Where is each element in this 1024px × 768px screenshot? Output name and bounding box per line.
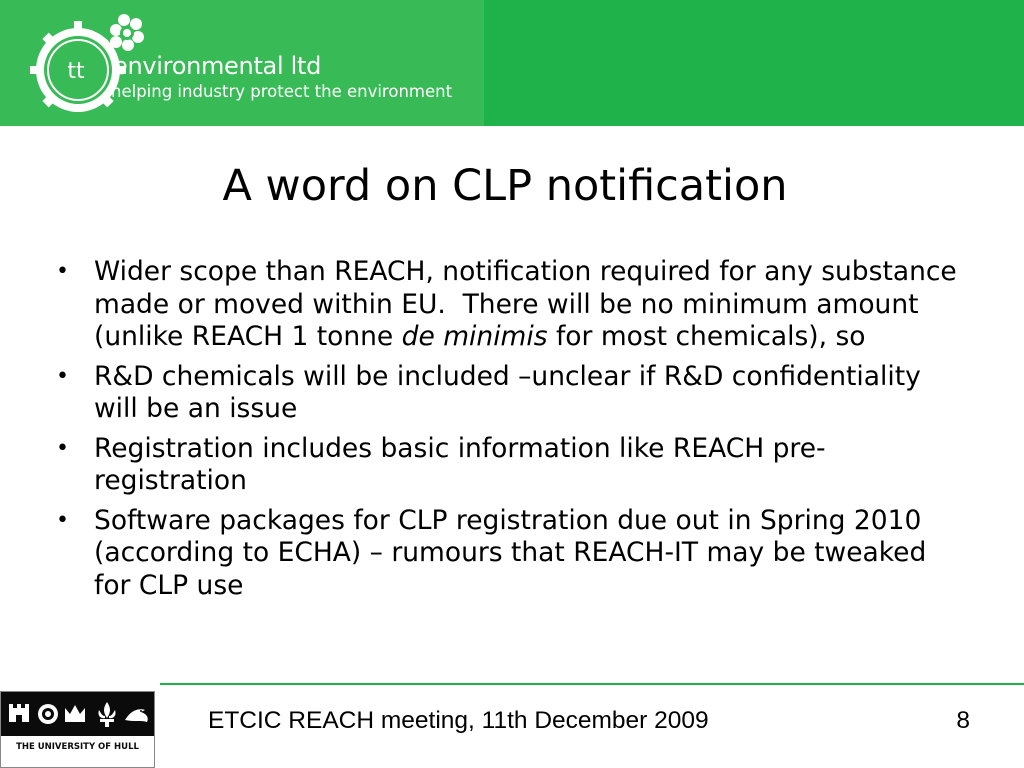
slide-title: A word on CLP notification <box>222 161 788 211</box>
bullet-text: R&D chemicals will be included –unclear if R&D confidentiality will be an issue <box>94 360 930 424</box>
university-crest-band <box>1 692 154 736</box>
bullet-text: Registration includes basic information like REACH pre-registration <box>94 432 826 496</box>
university-logo <box>0 691 155 768</box>
castle-icon <box>9 704 29 722</box>
bullet-dot-icon: • <box>56 507 69 533</box>
page-number: 8 <box>956 707 970 734</box>
company-name: environmental ltd <box>113 52 322 80</box>
crown-icon <box>65 705 85 722</box>
bullet-text: Wider scope than REACH, notification required for any substance made or moved within EU. There will be no minimum amount (unlike REACH 1 tonne de minimis for most chemicals), so <box>94 256 966 352</box>
bullet-list <box>54 256 969 609</box>
fleur-de-lis-icon <box>98 702 115 727</box>
company-tagline: helping industry protect the environment <box>111 82 453 101</box>
bullet-item <box>54 433 969 498</box>
footer-divider <box>160 683 1024 685</box>
bullet-text: Software packages for CLP registration due out in Spring 2010 (according to ECHA) – rumours that REACH-IT may be tweaked for CLP use <box>94 504 935 601</box>
bullet-dot-icon: • <box>56 435 69 461</box>
rose-icon <box>38 704 58 724</box>
footer-meeting-text: ETCIC REACH meeting, 11th December 2009 <box>208 707 709 734</box>
bullet-item <box>54 256 969 354</box>
bullet-dot-icon: • <box>56 259 69 284</box>
bullet-dot-icon: • <box>56 363 69 389</box>
bullet-item <box>54 361 969 426</box>
logo-initials: tt <box>67 59 85 84</box>
emphasis-text: de minimis <box>401 321 548 352</box>
bird-icon <box>125 709 148 722</box>
bullet-item <box>54 505 969 603</box>
university-name: THE UNIVERSITY OF HULL <box>16 742 139 752</box>
